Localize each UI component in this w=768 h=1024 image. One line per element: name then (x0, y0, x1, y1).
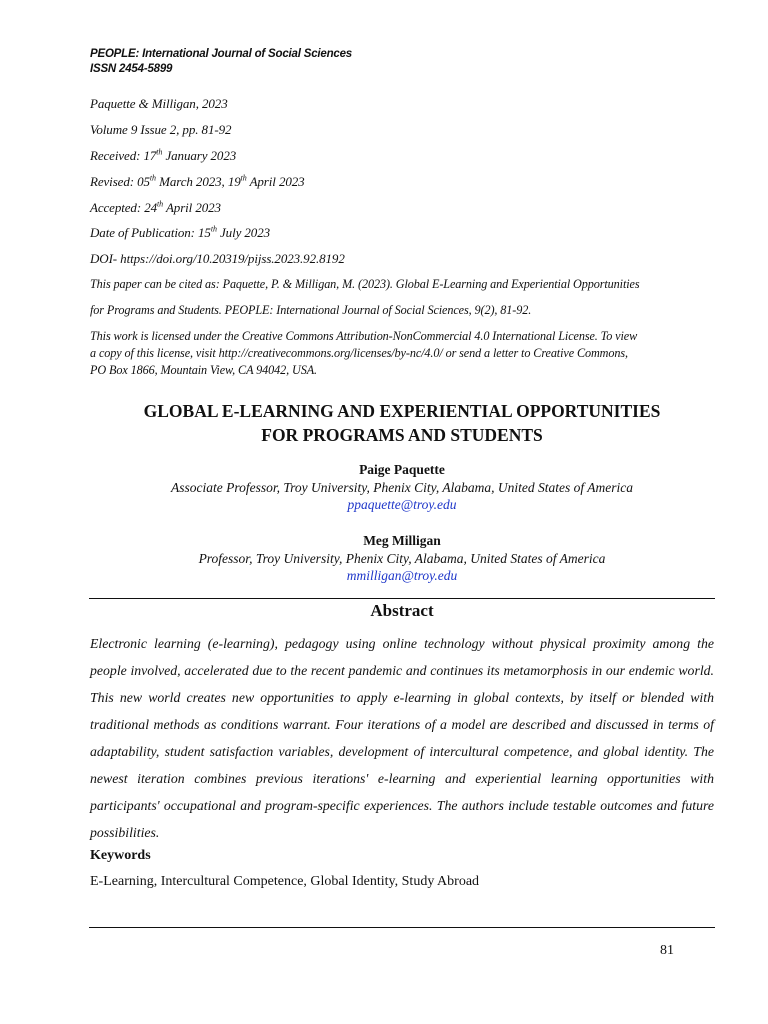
publication-date: Date of Publication: 15th July 2023 (90, 224, 271, 240)
citation-line-2: for Programs and Students. PEOPLE: International Journal of Social Sciences, 9(2), 81-92. (90, 303, 532, 317)
journal-name: PEOPLE: International Journal of Social Sciences (90, 48, 352, 60)
paper-title (90, 399, 714, 447)
abstract-top-rule (89, 598, 715, 599)
received-date: Received: 17th January 2023 (90, 147, 237, 163)
journal-issn: ISSN 2454-5899 (90, 63, 173, 75)
paper-title-line-1: GLOBAL E-LEARNING AND EXPERIENTIAL OPPORTUNITIES (143, 401, 661, 421)
authors-year: Paquette & Milligan, 2023 (90, 96, 228, 111)
author-affiliation: Associate Professor, Troy University, Phenix City, Alabama, United States of America (171, 480, 633, 495)
abstract-text: Electronic learning (e-learning), pedagogy using online technology without physical proximity among the people involved, accelerated due to the recent pandemic and continues its metamorphosis in our endemic world. This new world creates new opportunities to apply e-learning in global contexts, by itself or blended with traditional methods as conditions warrant. Four iterations of a model are described and discussed in terms of adaptability, student satisfaction variables, development of intercultural competence, and global identity. The newest iteration combines previous iterations' e-learning and experiential learning opportunities with participants' occupational and program-specific experiences. The authors include testable outcomes and future possibilities. (90, 636, 714, 840)
paper-title-line-2: FOR PROGRAMS AND STUDENTS (261, 425, 543, 445)
doi-link[interactable]: DOI- https://doi.org/10.20319/pijss.2023.92.8192 (90, 251, 345, 266)
license-line-1: This work is licensed under the Creative Commons Attribution-NonCommercial 4.0 International License. To view (90, 329, 638, 343)
author-affiliation: Professor, Troy University, Phenix City, Alabama, United States of America (198, 551, 606, 566)
abstract-heading: Abstract (370, 601, 434, 620)
author-email-link[interactable]: mmilligan@troy.edu (346, 568, 458, 583)
author-email-link[interactable]: ppaquette@troy.edu (347, 497, 457, 512)
keywords-heading: Keywords (90, 848, 151, 863)
journal-header (90, 47, 352, 77)
author-name: Meg Milligan (363, 533, 441, 548)
page-number: 81 (660, 943, 674, 958)
license-line-3: PO Box 1866, Mountain View, CA 94042, USA. (90, 363, 317, 377)
accepted-date: Accepted: 24th April 2023 (90, 199, 221, 215)
footer-rule (89, 927, 715, 928)
license-line-2[interactable]: a copy of this license, visit http://creativecommons.org/licenses/by-nc/4.0/ or send a letter to Creative Commons, (90, 346, 628, 360)
citation-line-1: This paper can be cited as: Paquette, P. & Milligan, M. (2023). Global E-Learning and Experiential Opportunities (90, 277, 640, 291)
volume-info: Volume 9 Issue 2, pp. 81-92 (90, 122, 232, 137)
revised-date: Revised: 05th March 2023, 19th April 2023 (90, 173, 305, 189)
keywords-text: E-Learning, Intercultural Competence, Global Identity, Study Abroad (90, 874, 480, 889)
author-name: Paige Paquette (359, 462, 445, 477)
